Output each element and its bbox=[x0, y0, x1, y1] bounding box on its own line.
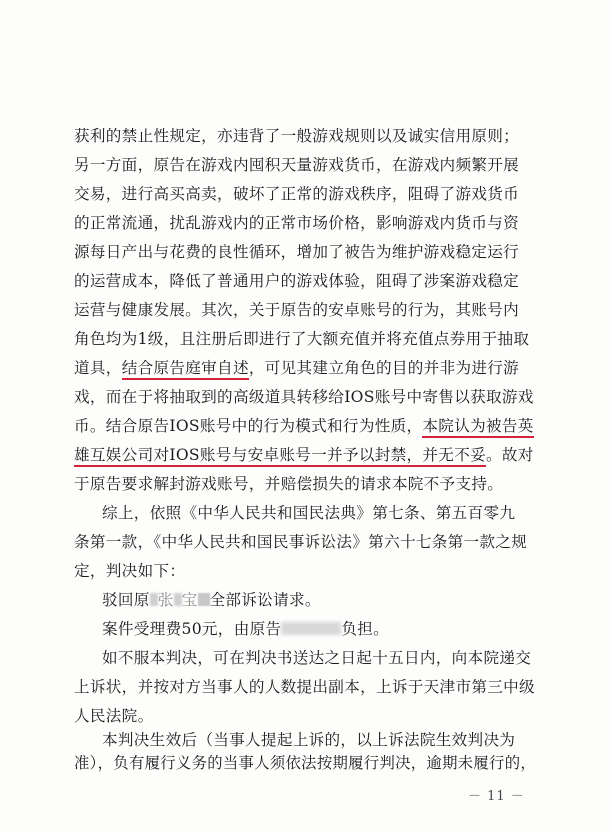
body-line-8: 角色均为1级，且注册后即进行了大额充值并将充值点券用于抽取 bbox=[74, 330, 530, 348]
body-line-14: 综上，依照《中华人民共和国民法典》第七条、第五百零九 bbox=[102, 504, 516, 522]
body-line-12 bbox=[74, 445, 536, 465]
body-line-2: 另一方面，原告在游戏内囤积天量游戏货币，在游戏内频繁开展 bbox=[74, 156, 520, 174]
body-line-22: 本判决生效后（当事人提起上诉的，以上诉法院生效判决为 bbox=[102, 731, 516, 749]
redaction-mark bbox=[174, 593, 182, 606]
body-line-11 bbox=[74, 416, 536, 436]
redaction-mark bbox=[198, 593, 210, 606]
body-line-6: 的运营成本，降低了普通用户的游戏体验，阻碍了涉案游戏稳定 bbox=[74, 272, 520, 290]
line-text: 负担。 bbox=[341, 620, 390, 638]
line-text: 驳回原 bbox=[102, 591, 150, 609]
body-line-15: 条第一款，《中华人民共和国民事诉讼法》第六十七条第一款之规 bbox=[74, 533, 528, 551]
body-line-9 bbox=[74, 358, 536, 378]
redaction-mark bbox=[150, 593, 158, 606]
redaction-mark bbox=[281, 622, 341, 635]
body-line-5: 源每日产出与花费的良性循环，增加了被告为维护游戏稳定运行 bbox=[74, 243, 520, 261]
line-text: 。故对 bbox=[485, 446, 534, 464]
line-text: 币。结合原告IOS账号中的行为模式和行为性质， bbox=[74, 417, 423, 435]
body-line-1: 获利的禁止性规定，亦违背了一般游戏规则以及诚实信用原则； bbox=[74, 127, 520, 145]
body-line-20: 上诉状，并按对方当事人的人数提出副本，上诉于天津市第三中级 bbox=[74, 678, 535, 696]
body-line-4: 的正常流通，扰乱游戏内的正常市场价格，影响游戏内货币与资 bbox=[74, 214, 520, 232]
judgment-item-2 bbox=[102, 619, 536, 639]
partially-redacted-text: 张 bbox=[157, 591, 174, 609]
body-line-13: 于原告要求解封游戏账号，并赔偿损失的请求本院不予支持。 bbox=[74, 475, 504, 493]
red-underlined-text: 结合原告庭审自述 bbox=[122, 359, 249, 380]
line-text: ，可见其建立角色的目的并非为进行游 bbox=[248, 359, 520, 377]
judgment-item-1 bbox=[102, 590, 536, 610]
body-line-23: 准），负有履行义务的当事人须依法按期履行判决，逾期未履行的， bbox=[74, 754, 537, 772]
body-line-10: 戏，而在于将抽取到的高级道具转移给IOS账号中寄售以获取游戏 bbox=[74, 388, 534, 406]
red-underlined-text: 本院认为被告英 bbox=[422, 417, 533, 438]
line-text: 道具， bbox=[74, 359, 122, 377]
line-text: 全部诉讼请求。 bbox=[209, 591, 321, 609]
body-line-3: 交易，进行高买高卖，破坏了正常的游戏秩序，阻碍了游戏货币 bbox=[74, 185, 520, 203]
body-line-21: 人民法院。 bbox=[74, 707, 154, 725]
page-number: － 11 － bbox=[468, 789, 525, 804]
line-text: 案件受理费50元，由原告 bbox=[102, 620, 282, 638]
red-underlined-text: 雄互娱公司对IOS账号与安卓账号一并予以封禁，并无不妥 bbox=[74, 446, 486, 467]
body-line-7: 运营与健康发展。其次，关于原告的安卓账号的行为，其账号内 bbox=[74, 301, 520, 319]
body-line-16: 定，判决如下： bbox=[74, 562, 186, 580]
body-line-19: 如不服本判决，可在判决书送达之日起十五日内，向本院递交 bbox=[102, 649, 532, 667]
partially-redacted-text: 宝 bbox=[181, 591, 198, 609]
